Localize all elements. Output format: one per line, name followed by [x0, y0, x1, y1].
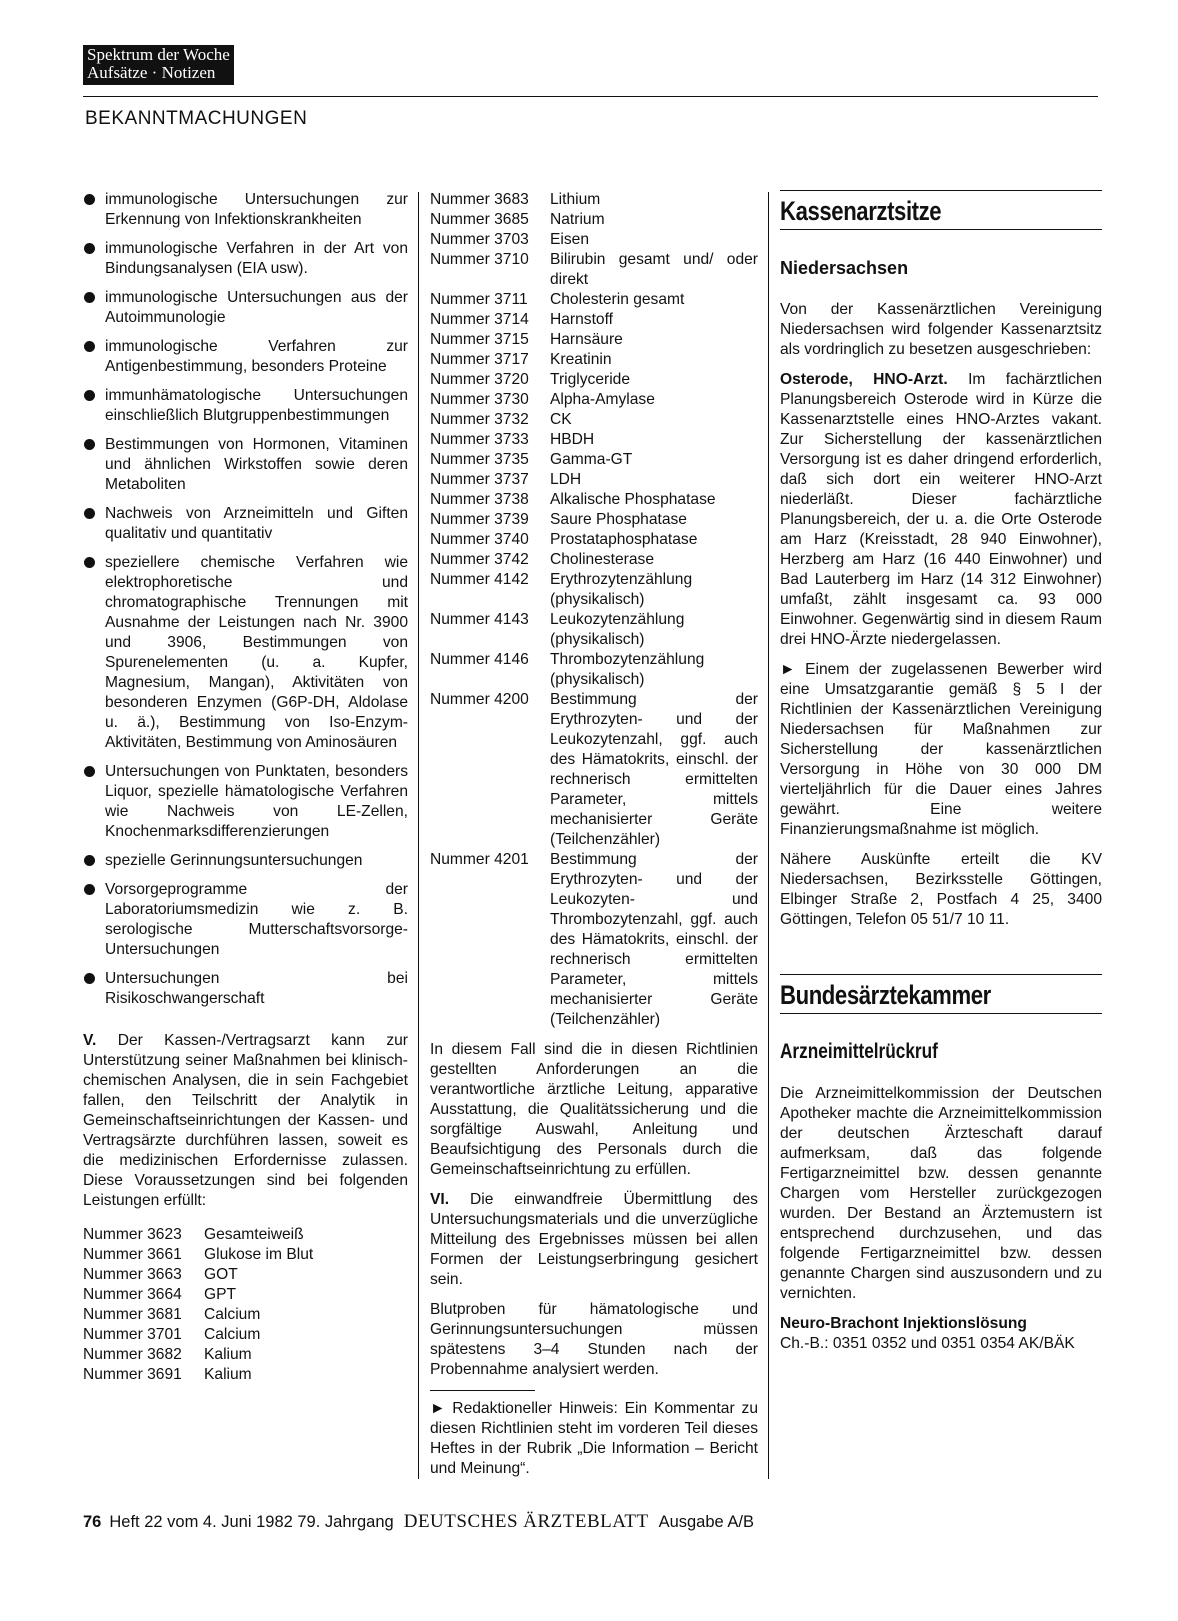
paragraph-osterode: Osterode, HNO-Arzt. Im fachärztlichen Planungsbereich Osterode wird in Kürze die Kassenarztstelle eines HNO-Arztes vakant. Zur Sicherstellung der kassenärztlichen Versorgung ist es daher dringend erforderlich, daß sich dort ein weiterer HNO-Arzt niederläßt. Dieser fachärztliche Planungsbereich, der u. a. die Orte Osterode am Harz (Kreisstadt, 28 940 Einwohner), Herzberg am Harz (16 440 Einwohner) und Bad Lauterberg im Harz (14 312 Einwohner) umfaßt, zählt insgesamt ca. 93 000 Einwohner. Gegenwärtig sind in diesem Raum drei HNO-Ärzte niedergelassen.: [780, 371, 1102, 648]
bullet-dot-icon: [84, 766, 95, 777]
bullet-dot-icon: [84, 194, 95, 205]
fee-number: Nummer 3738: [430, 491, 529, 508]
bullet-text: Untersuchungen bei Risikoschwangerschaft: [105, 970, 408, 1007]
heading-rule: [780, 1013, 1102, 1014]
fee-number: Nummer 4143: [430, 611, 529, 628]
fee-number: Nummer 3740: [430, 531, 529, 548]
heading-rule: [780, 229, 1102, 230]
bullet-list: [83, 190, 408, 1009]
note-rule: [430, 1390, 535, 1391]
number-row: [430, 370, 758, 390]
number-row: [430, 850, 758, 1030]
fee-number: Nummer 3715: [430, 331, 529, 348]
heading-bundesaerztekammer: Bundesärztekammer: [780, 980, 991, 1010]
test-name: Kalium: [204, 1366, 252, 1383]
section-title: BEKANNTMACHUNGEN: [85, 108, 308, 129]
journal-name: DEUTSCHES ÄRZTEBLATT: [403, 1511, 649, 1532]
paragraph-recall: Die Arzneimittelkommission der Deutschen Apotheker machte die Arzneimittelkommission der deutschen Ärzteschaft darauf aufmerksam, daß das folgende Fertigarzneimittel bzw. dessen genannte Chargen vom Hersteller zurückgezogen wurden. Der Bestand an Ärztemustern ist entsprechend durchzusehen, und das folgende Fertigarzneimittel bzw. dessen genannte Chargen sind auszusondern und zu vernichten.: [780, 1085, 1102, 1302]
test-name: Natrium: [550, 211, 605, 228]
number-row: [430, 290, 758, 310]
bullet-text: immunhämatologische Untersuchungen einschließlich Blutgruppenbestimmungen: [105, 387, 408, 424]
bullet-item: [83, 239, 408, 279]
bullet-text: spezielle Gerinnungsuntersuchungen: [105, 852, 363, 869]
subheading-niedersachsen: Niedersachsen: [780, 258, 909, 278]
fee-number: Nummer 3623: [83, 1226, 182, 1243]
number-row: [83, 1285, 408, 1305]
bullet-item: [83, 337, 408, 377]
number-row: [430, 210, 758, 230]
column-divider: [768, 192, 769, 1479]
fee-number: Nummer 3681: [83, 1306, 182, 1323]
bullet-item: [83, 969, 408, 1009]
drug-name: Neuro-Brachont Injektionslösung: [780, 1315, 1027, 1332]
rubric-line-2: Aufsätze · Notizen: [87, 63, 216, 82]
fee-number: Nummer 4142: [430, 571, 529, 588]
bullet-dot-icon: [84, 973, 95, 984]
test-name: Eisen: [550, 231, 590, 248]
bullet-text: immunologische Untersuchungen aus der Autoimmunologie: [105, 289, 408, 326]
number-row: [430, 550, 758, 570]
number-row: [83, 1325, 408, 1345]
fee-number: Nummer 3703: [430, 231, 529, 248]
number-row: [430, 390, 758, 410]
fee-number: Nummer 3664: [83, 1286, 182, 1303]
issue-info: Heft 22 vom 4. Juni 1982 79. Jahrgang: [109, 1513, 394, 1531]
bullet-item: [83, 190, 408, 230]
rubric-badge: [83, 45, 234, 85]
fee-number: Nummer 3663: [83, 1266, 182, 1283]
number-list-1: [83, 1225, 408, 1385]
fee-number: Nummer 3714: [430, 311, 529, 328]
paragraph-announcement: Von der Kassenärztlichen Vereinigung Niedersachsen wird folgender Kassenarztsitz als vordringlich zu besetzen ausgeschrieben:: [780, 301, 1102, 358]
bullet-dot-icon: [84, 884, 95, 895]
fee-number: Nummer 3733: [430, 431, 529, 448]
number-row: [430, 350, 758, 370]
test-name: Bestimmung der Erythrozyten- und der Leukozyten- und Thrombozytenzahl, ggf. auch des Hämatokrits, einschl. der rechnerisch ermittelten Parameter, mittels mechanisierter Geräte (Teilchenzähler): [550, 851, 758, 1028]
test-name: Erythrozytenzählung (physikalisch): [550, 571, 693, 608]
paragraph-contact: Nähere Auskünfte erteilt die KV Niedersachsen, Bezirksstelle Göttingen, Elbinger Straße 2, Postfach 4 25, 3400 Göttingen, Telefon 05 51/7 10 11.: [780, 851, 1102, 928]
bullet-text: Vorsorgeprogramme der Laboratoriumsmedizin wie z. B. serologische Mutterschaftsvorsorge-Untersuchungen: [105, 881, 408, 958]
test-name: Bilirubin gesamt und/ oder direkt: [550, 251, 758, 288]
bullet-text: Bestimmungen von Hormonen, Vitaminen und ähnlichen Wirkstoffen sowie deren Metaboliten: [105, 436, 408, 493]
paragraph-blood-samples: Blutproben für hämatologische und Gerinnungsuntersuchungen müssen spätestens 3–4 Stunden nach der Probennahme analysiert werden.: [430, 1301, 758, 1378]
number-row: [430, 450, 758, 470]
fee-number: Nummer 3710: [430, 251, 529, 268]
column-2: [430, 190, 758, 1489]
bullet-text: Nachweis von Arzneimitteln und Giften qualitativ und quantitativ: [105, 505, 408, 542]
number-row: [83, 1245, 408, 1265]
header-rule: [83, 96, 1098, 97]
bullet-item: [83, 851, 408, 871]
test-name: CK: [550, 411, 572, 428]
fee-number: Nummer 3685: [430, 211, 529, 228]
paragraph-requirements: In diesem Fall sind die in diesen Richtlinien gestellten Anforderungen an die verantwortliche ärztliche Leitung, apparative Ausstattung, die Qualitätssicherung und die sorgfältige Auswahl, Anleitung und Beaufsichtigung des Personals durch die Gemeinschaftseinrichtung zu erfüllen.: [430, 1041, 758, 1178]
test-name: Triglyceride: [550, 371, 631, 388]
bullet-dot-icon: [84, 341, 95, 352]
test-name: Thrombozytenzählung (physikalisch): [550, 651, 705, 688]
page-number: 76: [83, 1513, 102, 1531]
fee-number: Nummer 3730: [430, 391, 529, 408]
number-row: [83, 1365, 408, 1385]
test-name: Harnsäure: [550, 331, 623, 348]
drug-batches: Ch.-B.: 0351 0352 und 0351 0354 AK/BÄK: [780, 1335, 1075, 1352]
number-row: [430, 530, 758, 550]
number-row: [430, 610, 758, 650]
editorial-note: ► Redaktioneller Hinweis: Ein Kommentar zu diesen Richtlinien steht im vorderen Teil dieses Heftes in der Rubrik „Die Information – Bericht und Meinung“.: [430, 1400, 758, 1477]
number-row: [430, 570, 758, 610]
page-footer: [83, 1511, 754, 1533]
bullet-dot-icon: [84, 508, 95, 519]
test-name: Prostataphosphatase: [550, 531, 698, 548]
test-name: LDH: [550, 471, 582, 488]
number-row: [83, 1225, 408, 1245]
test-name: Calcium: [204, 1326, 261, 1343]
edition: Ausgabe A/B: [658, 1513, 754, 1531]
bullet-item: [83, 386, 408, 426]
number-row: [83, 1305, 408, 1325]
fee-number: Nummer 3735: [430, 451, 529, 468]
bullet-item: [83, 762, 408, 842]
number-row: [430, 330, 758, 350]
bullet-text: immunologische Verfahren in der Art von Bindungsanalysen (EIA usw).: [105, 240, 408, 277]
bullet-item: [83, 504, 408, 544]
column-3: [780, 190, 1102, 1354]
bullet-dot-icon: [84, 855, 95, 866]
test-name: GOT: [204, 1266, 238, 1283]
number-row: [430, 470, 758, 490]
test-name: Gamma-GT: [550, 451, 633, 468]
paragraph-guarantee: ► Einem der zugelassenen Bewerber wird eine Umsatzgarantie gemäß § 5 I der Richtlinien der Kassenärztlichen Vereinigung Niedersachsen für Maßnahmen zur Sicherstellung der kassenärztlichen Versorgung in Höhe von 30 000 DM vierteljährlich für die Dauer eines Jahres gewährt. Eine weitere Finanzierungsmaßnahme ist möglich.: [780, 661, 1102, 838]
bullet-item: [83, 288, 408, 328]
fee-number: Nummer 4201: [430, 851, 529, 868]
number-row: [430, 650, 758, 690]
bullet-text: immunologische Untersuchungen zur Erkennung von Infektionskrankheiten: [105, 191, 408, 228]
fee-number: Nummer 3739: [430, 511, 529, 528]
test-name: GPT: [204, 1286, 237, 1303]
bullet-dot-icon: [84, 439, 95, 450]
test-name: Cholesterin gesamt: [550, 291, 685, 308]
column-1: [83, 190, 408, 1395]
number-row: [83, 1345, 408, 1365]
test-name: Saure Phosphatase: [550, 511, 687, 528]
fee-number: Nummer 4200: [430, 691, 529, 708]
number-row: [430, 230, 758, 250]
number-row: [430, 310, 758, 330]
test-name: Kalium: [204, 1346, 252, 1363]
fee-number: Nummer 3720: [430, 371, 529, 388]
fee-number: Nummer 3701: [83, 1326, 182, 1343]
number-list-2: [430, 190, 758, 1030]
bullet-text: Untersuchungen von Punktaten, besonders Liquor, spezielle hämatologische Verfahren wie Nachweis von LE-Zellen, Knochenmarksdifferenzierungen: [105, 763, 408, 840]
number-row: [430, 190, 758, 210]
fee-number: Nummer 3682: [83, 1346, 182, 1363]
subheading-arzneimittelrueckruf: Arzneimittelrückruf: [780, 1040, 938, 1063]
number-row: [430, 430, 758, 450]
test-name: Leukozytenzählung (physikalisch): [550, 611, 685, 648]
bullet-text: immunologische Verfahren zur Antigenbestimmung, besonders Proteine: [105, 338, 408, 375]
bullet-item: [83, 553, 408, 753]
paragraph-vi: VI. Die einwandfreie Übermittlung des Untersuchungsmaterials und die unverzügliche Mitteilung des Ergebnisses müssen bei allen Formen der Leistungserbringung gesichert sein.: [430, 1191, 758, 1288]
column-divider: [418, 192, 419, 1479]
fee-number: Nummer 3683: [430, 191, 529, 208]
fee-number: Nummer 3742: [430, 551, 529, 568]
bullet-item: [83, 435, 408, 495]
bullet-item: [83, 880, 408, 960]
test-name: Cholinesterase: [550, 551, 655, 568]
number-row: [83, 1265, 408, 1285]
heading-kassenarztsitze: Kassenarztsitze: [780, 196, 942, 226]
paragraph-v: V. Der Kassen-/Vertragsarzt kann zur Unterstützung seiner Maßnahmen bei klinisch-chemischen Analysen, die in sein Fachgebiet fallen, den Teilschritt der Analytik in Gemeinschaftseinrichtungen der Kassen- und Vertragsärzte durchführen lassen, soweit es die medizinischen Erfordernisse zulassen. Diese Voraussetzungen sind bei folgenden Leistungen erfüllt:: [83, 1032, 408, 1209]
number-row: [430, 490, 758, 510]
number-row: [430, 410, 758, 430]
test-name: HBDH: [550, 431, 595, 448]
number-row: [430, 250, 758, 290]
test-name: Alkalische Phosphatase: [550, 491, 716, 508]
test-name: Kreatinin: [550, 351, 612, 368]
test-name: Harnstoff: [550, 311, 613, 328]
rubric-line-1: Spektrum der Woche: [87, 45, 230, 64]
bullet-dot-icon: [84, 243, 95, 254]
fee-number: Nummer 3711: [430, 291, 528, 308]
bullet-dot-icon: [84, 557, 95, 568]
test-name: Lithium: [550, 191, 601, 208]
bullet-dot-icon: [84, 390, 95, 401]
test-name: Bestimmung der Erythrozyten- und der Leukozytenzahl, ggf. auch des Hämatokrits, einschl. der rechnerisch ermittelten Parameter, mittels mechanisierter Geräte (Teilchenzähler): [550, 691, 758, 848]
fee-number: Nummer 3732: [430, 411, 529, 428]
fee-number: Nummer 4146: [430, 651, 529, 668]
test-name: Alpha-Amylase: [550, 391, 655, 408]
test-name: Gesamteiweiß: [204, 1226, 304, 1243]
fee-number: Nummer 3737: [430, 471, 529, 488]
test-name: Glukose im Blut: [204, 1246, 314, 1263]
bullet-dot-icon: [84, 292, 95, 303]
number-row: [430, 690, 758, 850]
test-name: Calcium: [204, 1306, 261, 1323]
number-row: [430, 510, 758, 530]
fee-number: Nummer 3691: [83, 1366, 182, 1383]
bullet-text: speziellere chemische Verfahren wie elektrophoretische und chromatographische Trennungen mit Ausnahme der Leistungen nach Nr. 3900 und 3906, Bestimmungen von Spurenelementen (u. a. Kupfer, Magnesium, Mangan), Aktivitäten von besonderen Enzymen (G6P-DH, Aldolase u. ä.), Bestimmung von Iso-Enzym-Aktivitäten, Bestimmung von Aminosäuren: [105, 554, 408, 751]
fee-number: Nummer 3661: [83, 1246, 182, 1263]
fee-number: Nummer 3717: [430, 351, 529, 368]
